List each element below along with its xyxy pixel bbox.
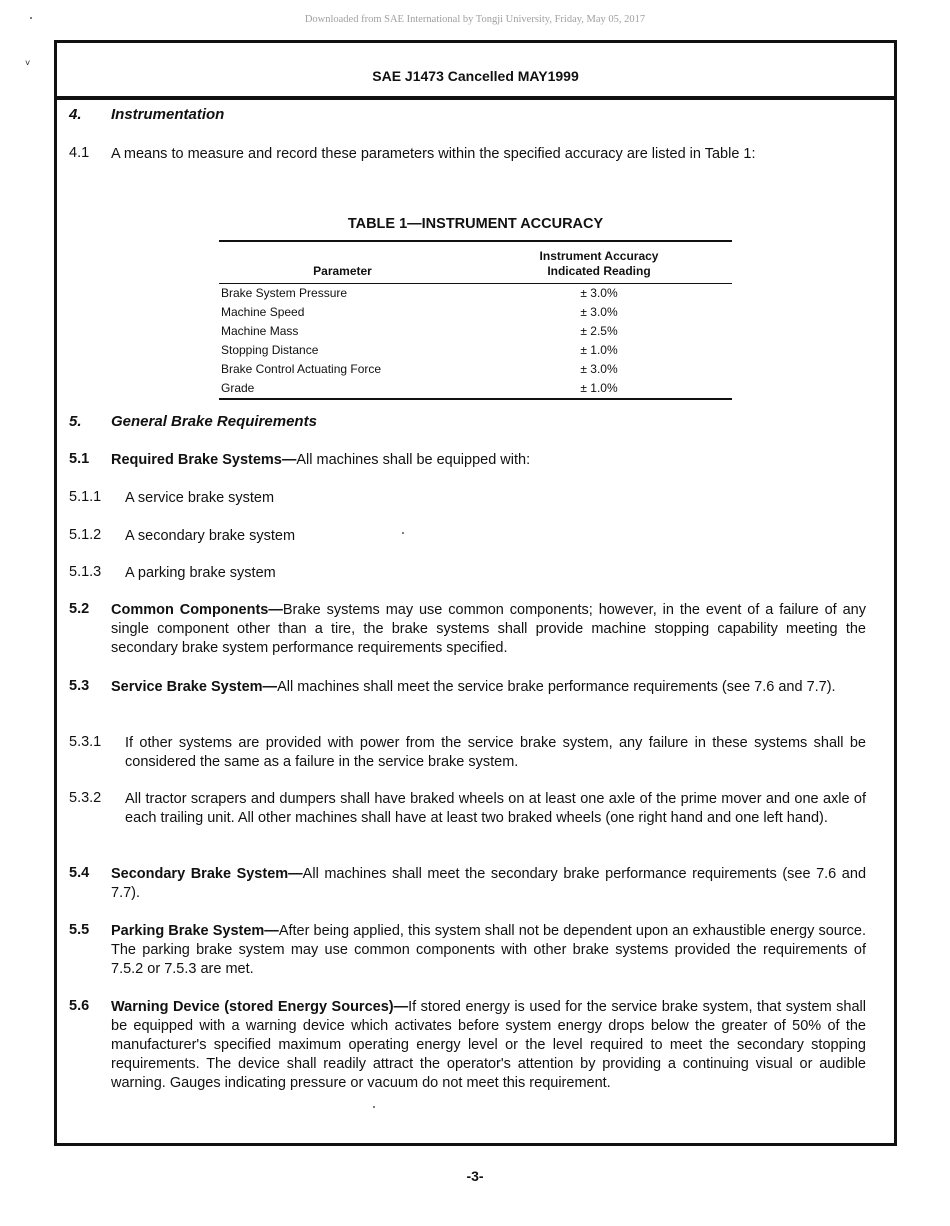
clause-5-6-text — [111, 998, 866, 1093]
clause-4-1-number: 4.1 — [69, 145, 90, 161]
accuracy-cell: ± 1.0% — [580, 381, 618, 395]
clause-5-5-text — [111, 922, 866, 979]
clause-5-3-number: 5.3 — [69, 678, 90, 694]
page-number: -3- — [466, 1168, 484, 1184]
clause-5-4-body: All machines shall meet the secondary brake performance requirements (see 7.6 and 7.7). — [111, 866, 867, 901]
clause-5-6-number: 5.6 — [69, 998, 90, 1014]
clause-5-5-number: 5.5 — [69, 922, 90, 938]
clause-5-1-heading: Required Brake Systems— — [111, 452, 297, 468]
page-frame — [54, 40, 897, 1146]
clause-5-4-heading: Secondary Brake System— — [111, 866, 303, 882]
parameter-cell: Machine Speed — [221, 305, 305, 319]
parameter-cell: Brake System Pressure — [221, 286, 348, 300]
section-4-title: Instrumentation — [111, 106, 225, 123]
parameter-cell: Grade — [221, 381, 255, 395]
document-title: SAE J1473 Cancelled MAY1999 — [372, 68, 579, 84]
clause-4-1-text: A means to measure and record these parameters within the specified accuracy are listed in Table 1: — [111, 146, 756, 162]
clause-5-6-body: If stored energy is used for the service brake system, that system shall be equipped with a warning device which activates before system energy drops below the greater of 50% of the manufacturer's specified maximum operating energy level or the level required to meet the secondary stopping requirements. The device shall readily attract the operator's attention by providing a continuing visual or audible warning. Gauges indicating pressure or vacuum do not meet this requirement. — [111, 999, 866, 1091]
clause-5-1-text — [111, 451, 866, 470]
clause-5-1-3-number: 5.1.3 — [69, 564, 102, 580]
column-header-accuracy — [466, 241, 732, 284]
clause-5-4-text — [111, 865, 866, 903]
column-header-parameter: Parameter — [219, 241, 466, 284]
clause-5-1-3-text: A parking brake system — [125, 565, 276, 581]
download-watermark: Downloaded from SAE International by Tongji University, Friday, May 05, 2017 — [304, 14, 646, 25]
clause-5-2-heading: Common Components— — [111, 602, 283, 618]
parameter-cell: Stopping Distance — [221, 343, 319, 357]
clause-5-1-body: All machines shall be equipped with: — [296, 452, 531, 468]
scan-mark: ˅ — [25, 58, 31, 68]
clause-5-2-text — [111, 601, 866, 658]
accuracy-cell: ± 3.0% — [580, 305, 618, 319]
table-header-row — [219, 241, 732, 284]
clause-5-4-number: 5.4 — [69, 865, 90, 881]
clause-5-5-body: After being applied, this system shall not be dependent upon an exhaustible energy source. The parking brake system may use common components with other brake systems provided the requirements of 7.5.2 or 7.5.3 are met. — [111, 923, 866, 977]
scan-speck — [30, 17, 32, 19]
accuracy-cell: ± 1.0% — [580, 343, 618, 357]
table-1-title: TABLE 1—INSTRUMENT ACCURACY — [347, 216, 604, 232]
column-header-accuracy-line1: Instrument Accuracy — [539, 249, 659, 263]
section-5-number: 5. — [69, 413, 82, 430]
clause-5-3-1-text: If other systems are provided with power from the service brake system, any failure in these systems shall be considered the same as a failure in the service brake system. — [125, 735, 866, 770]
accuracy-cell: ± 3.0% — [580, 286, 618, 300]
document-header — [57, 43, 894, 100]
clause-5-3-2-text: All tractor scrapers and dumpers shall have braked wheels on at least one axle of the prime mover and one axle of each trailing unit. All other machines shall have at least two braked wheels (one right hand and one left hand). — [125, 791, 866, 826]
accuracy-cell: ± 2.5% — [580, 324, 618, 338]
clause-5-2-number: 5.2 — [69, 601, 90, 617]
parameter-cell: Machine Mass — [221, 324, 299, 338]
scan-speck — [373, 1106, 375, 1108]
clause-5-1-1-number: 5.1.1 — [69, 489, 102, 505]
clause-5-1-number: 5.1 — [69, 451, 90, 467]
instrument-accuracy-table — [219, 240, 732, 400]
table-row — [219, 360, 732, 379]
table-row — [219, 322, 732, 341]
accuracy-cell: ± 3.0% — [580, 362, 618, 376]
column-header-accuracy-line2: Indicated Reading — [547, 264, 651, 278]
table-row — [219, 303, 732, 322]
clause-5-2-body: Brake systems may use common components; however, in the event of a failure of any single component other than a tire, the brake systems shall provide machine stopping capability meeting the secondary brake system performance requirements specified. — [111, 602, 866, 656]
clause-5-3-text — [111, 678, 866, 697]
parameter-cell: Brake Control Actuating Force — [221, 362, 382, 376]
table-row — [219, 341, 732, 360]
section-4-number: 4. — [69, 106, 82, 123]
table-row — [219, 284, 732, 304]
section-5-title: General Brake Requirements — [111, 413, 317, 430]
scan-speck — [402, 532, 404, 534]
table-row — [219, 379, 732, 399]
clause-5-3-2-number: 5.3.2 — [69, 790, 102, 806]
clause-5-3-1-number: 5.3.1 — [69, 734, 102, 750]
clause-5-1-1-text: A service brake system — [125, 490, 275, 506]
clause-5-3-body: All machines shall meet the service brake performance requirements (see 7.6 and 7.7). — [277, 679, 836, 695]
clause-5-5-heading: Parking Brake System— — [111, 923, 279, 939]
clause-5-1-2-number: 5.1.2 — [69, 527, 102, 543]
clause-5-6-heading: Warning Device (stored Energy Sources)— — [111, 999, 409, 1015]
clause-5-1-2-text: A secondary brake system — [125, 528, 296, 544]
clause-5-3-heading: Service Brake System— — [111, 679, 278, 695]
